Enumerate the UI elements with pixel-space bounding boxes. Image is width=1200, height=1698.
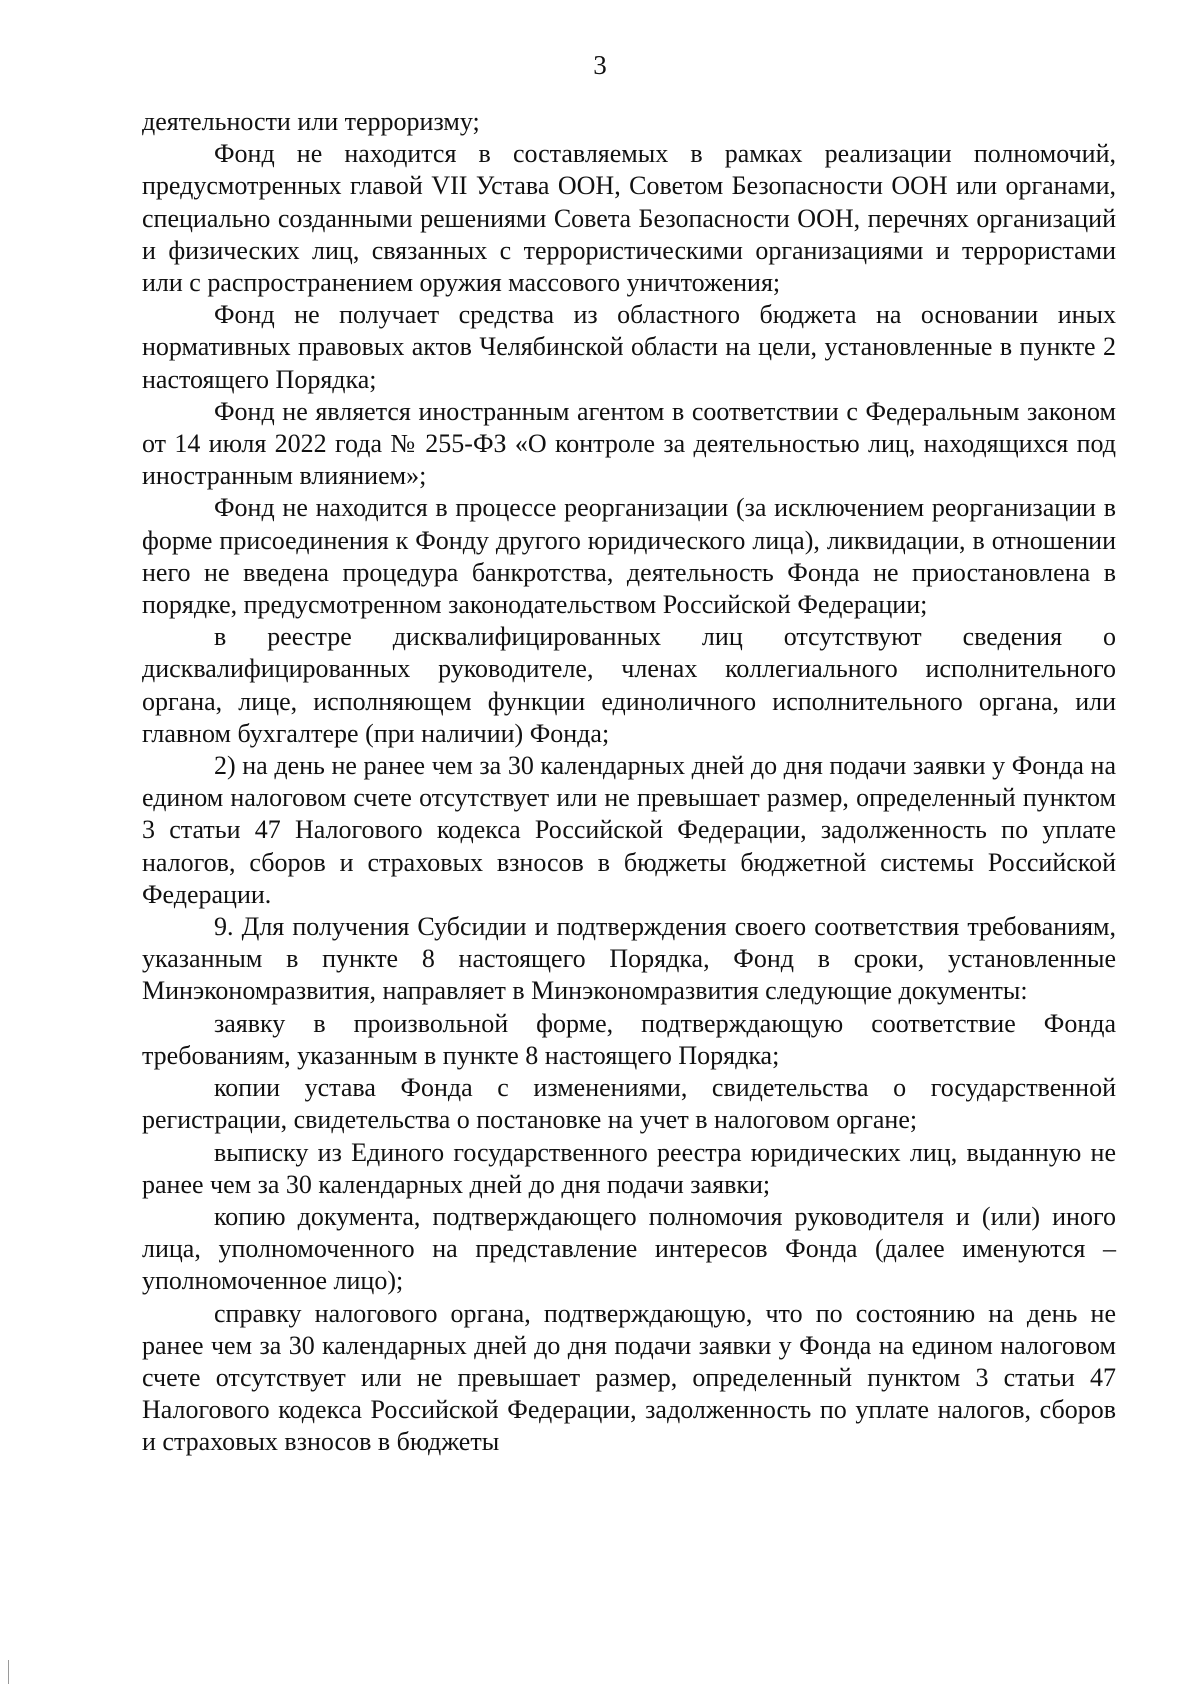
paragraph-13: справку налогового органа, подтверждающую, что по состоянию на день не ранее чем за 30 календарных дней до дня подачи заявки у Фонда на едином налоговом счете отсутствует или не превышает размер, определенный пунктом 3 статьи 47 Налогового кодекса Российской Федерации, задолженность по уплате налогов, сборов и страховых взносов в бюджеты (142, 1298, 1116, 1457)
paragraph-2: Фонд не находится в составляемых в рамках реализации полномочий, предусмотренных главой VII Устава ООН, Советом Безопасности ООН или органами, специально созданными решениями Совета Безопасности ООН, перечнях организаций и физических лиц, связанных с террористическими организациями и террористами или с распространением оружия массового уничтожения; (142, 139, 1116, 298)
page-number: 3 (593, 50, 607, 80)
scan-edge-mark (8, 1660, 9, 1684)
paragraph-12: копию документа, подтверждающего полномочия руководителя и (или) иного лица, уполномоченного на представление интересов Фонда (далее именуются – уполномоченное лицо); (142, 1201, 1116, 1296)
paragraph-6: в реестре дисквалифицированных лиц отсутствуют сведения о дисквалифицированных руководителе, членах коллегиального исполнительного органа, лице, исполняющем функции единоличного исполнительного органа, или главном бухгалтере (при наличии) Фонда; (142, 622, 1116, 748)
paragraph-1: деятельности или терроризму; (142, 107, 480, 136)
paragraph-9: заявку в произвольной форме, подтверждающую соответствие Фонда требованиям, указанным в пункте 8 настоящего Порядка; (142, 1008, 1116, 1070)
paragraph-8: 9. Для получения Субсидии и подтверждения своего соответствия требованиям, указанным в пункте 8 настоящего Порядка, Фонд в сроки, установленные Минэкономразвития, направляет в Минэкономразвития следующие документы: (142, 912, 1116, 1006)
document-body (142, 106, 1116, 1459)
paragraph-10: копии устава Фонда с изменениями, свидетельства о государственной регистрации, свидетельства о постановке на учет в налоговом органе; (142, 1073, 1116, 1135)
paragraph-3: Фонд не получает средства из областного бюджета на основании иных нормативных правовых актов Челябинской области на цели, установленные в пункте 2 настоящего Порядка; (142, 300, 1116, 394)
paragraph-4: Фонд не является иностранным агентом в соответствии с Федеральным законом от 14 июля 2022 года № 255-ФЗ «О контроле за деятельностью лиц, находящихся под иностранным влиянием»; (142, 396, 1116, 491)
paragraph-11: выписку из Единого государственного реестра юридических лиц, выданную не ранее чем за 30 календарных дней до дня подачи заявки; (142, 1137, 1116, 1199)
paragraph-7: 2) на день не ранее чем за 30 календарных дней до дня подачи заявки у Фонда на едином налоговом счете отсутствует или не превышает размер, определенный пунктом 3 статьи 47 Налогового кодекса Российской Федерации, задолженность по уплате налогов, сборов и страховых взносов в бюджеты бюджетной системы Российской Федерации. (142, 751, 1116, 909)
paragraph-5: Фонд не находится в процессе реорганизации (за исключением реорганизации в форме присоединения к Фонду другого юридического лица), ликвидации, в отношении него не введена процедура банкротства, деятельность Фонда не приостановлена в порядке, предусмотренном законодательством Российской Федерации; (142, 493, 1116, 620)
